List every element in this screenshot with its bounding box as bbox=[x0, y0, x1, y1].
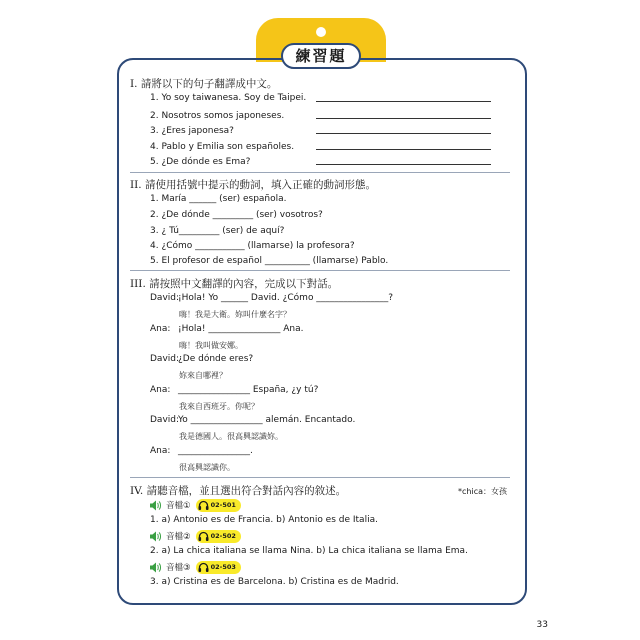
answer-line[interactable] bbox=[316, 149, 491, 150]
dialogue-line: ¡Hola! Yo ______ David. ¿Cómo ________________? bbox=[178, 293, 394, 303]
page-number: 33 bbox=[536, 620, 548, 630]
divider bbox=[130, 270, 510, 271]
divider bbox=[130, 477, 510, 478]
audio-track-row[interactable] bbox=[150, 560, 241, 574]
dialogue-speaker: Ana: bbox=[150, 446, 171, 456]
audio-label: 音檔② bbox=[166, 532, 191, 542]
section2-item: 2. ¿De dónde _________ (ser) vosotros? bbox=[150, 210, 323, 220]
dialogue-translation: 妳來自哪裡？ bbox=[179, 371, 227, 380]
section1-item: 2. Nosotros somos japoneses. bbox=[150, 111, 285, 121]
dialogue-speaker: David: bbox=[150, 415, 180, 425]
dialogue-translation: 嗨！我叫做安娜。 bbox=[179, 341, 243, 350]
track-id: 02-502 bbox=[210, 532, 236, 540]
listening-question: 1. a) Antonio es de Francia. b) Antonio es de Italia. bbox=[150, 515, 378, 525]
tab-hole bbox=[316, 27, 326, 37]
page-title: 練習題 bbox=[281, 43, 361, 69]
listening-question: 2. a) La chica italiana se llama Nina. b) La chica italiana se llama Ema. bbox=[150, 546, 468, 556]
audio-label: 音檔① bbox=[166, 501, 191, 511]
answer-line[interactable] bbox=[316, 164, 491, 165]
section1-item: 5. ¿De dónde es Ema? bbox=[150, 157, 251, 167]
dialogue-translation: 我來自西班牙。你呢？ bbox=[179, 402, 259, 411]
section2-item: 5. El profesor de español __________ (llamarse) Pablo. bbox=[150, 256, 389, 266]
speaker-icon bbox=[150, 531, 162, 542]
audio-label: 音檔③ bbox=[166, 563, 191, 573]
dialogue-translation: 我是德國人。很高興認識妳。 bbox=[179, 432, 283, 441]
section1-item: 3. ¿Eres japonesa? bbox=[150, 126, 234, 136]
section2-heading: II. 請使用括號中提示的動詞，填入正確的動詞形態。 bbox=[130, 179, 376, 191]
section1-item: 4. Pablo y Emilia son españoles. bbox=[150, 142, 295, 152]
headphones-icon bbox=[198, 562, 209, 573]
dialogue-speaker: Ana: bbox=[150, 324, 171, 334]
speaker-icon bbox=[150, 500, 162, 511]
listening-question: 3. a) Cristina es de Barcelona. b) Cristina es de Madrid. bbox=[150, 577, 399, 587]
audio-track-row[interactable] bbox=[150, 498, 241, 512]
dialogue-speaker: Ana: bbox=[150, 385, 171, 395]
dialogue-line: Yo ________________ alemán. Encantado. bbox=[178, 415, 356, 425]
divider bbox=[130, 172, 510, 173]
section1-item: 1. Yo soy taiwanesa. Soy de Taipei. bbox=[150, 93, 307, 103]
vocab-note: *chica：女孩 bbox=[458, 487, 507, 496]
dialogue-translation: 嗨！我是大衛。妳叫什麼名字？ bbox=[179, 310, 291, 319]
dialogue-translation: 很高興認識你。 bbox=[179, 463, 235, 472]
section2-item: 1. María ______ (ser) española. bbox=[150, 194, 287, 204]
headphones-icon bbox=[198, 531, 209, 542]
section3-heading: III. 請按照中文翻譯的內容，完成以下對話。 bbox=[130, 278, 339, 290]
section1-heading: I. 請將以下的句子翻譯成中文。 bbox=[130, 78, 278, 90]
headphones-icon bbox=[198, 500, 209, 511]
answer-line[interactable] bbox=[316, 133, 491, 134]
section2-item: 3. ¿ Tú_________ (ser) de aquí? bbox=[150, 226, 285, 236]
dialogue-line: ¡Hola! ________________ Ana. bbox=[178, 324, 304, 334]
dialogue-speaker: David: bbox=[150, 293, 180, 303]
dialogue-line: ¿De dónde eres? bbox=[178, 354, 254, 364]
dialogue-speaker: David: bbox=[150, 354, 180, 364]
track-badge[interactable] bbox=[196, 561, 241, 574]
dialogue-line: ________________. bbox=[178, 446, 253, 456]
speaker-icon bbox=[150, 562, 162, 573]
audio-track-row[interactable] bbox=[150, 529, 241, 543]
section4-heading: IV. 請聽音檔，並且選出符合對話內容的敘述。 bbox=[130, 485, 347, 497]
answer-line[interactable] bbox=[316, 118, 491, 119]
track-badge[interactable] bbox=[196, 499, 241, 512]
section2-item: 4. ¿Cómo ___________ (llamarse) la profesora? bbox=[150, 241, 355, 251]
track-id: 02-501 bbox=[210, 501, 236, 509]
answer-line[interactable] bbox=[316, 101, 491, 102]
track-id: 02-503 bbox=[210, 563, 236, 571]
track-badge[interactable] bbox=[196, 530, 241, 543]
dialogue-line: ________________ España, ¿y tú? bbox=[178, 385, 319, 395]
